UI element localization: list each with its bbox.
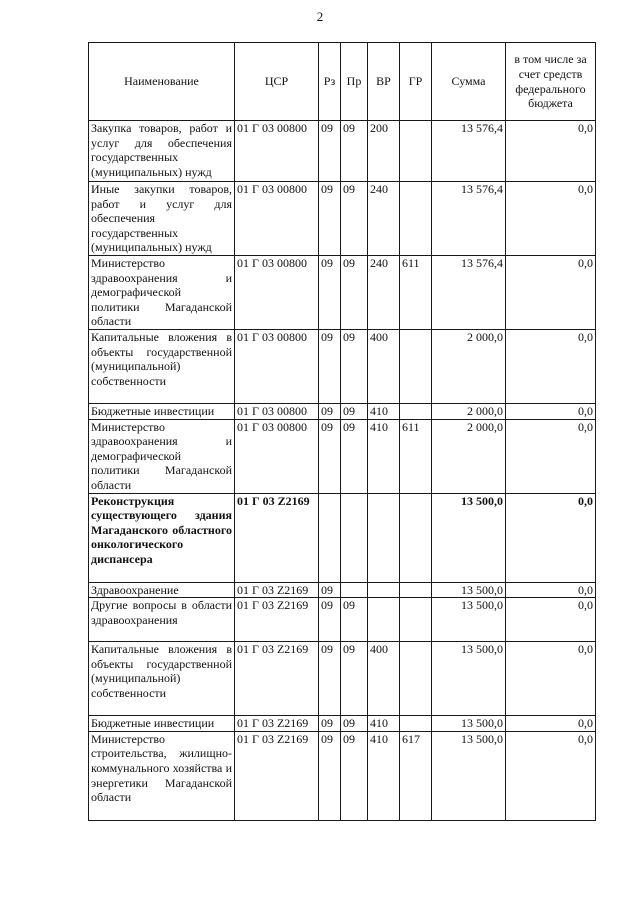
table-row: [89, 419, 596, 493]
row-csr-cell: 01 Г 03 00800: [235, 419, 319, 493]
row-rz-cell: 09: [319, 582, 341, 598]
row-csr-cell: 01 Г 03 Z2169: [235, 642, 319, 716]
row-sum-cell: 13 576,4: [432, 256, 506, 330]
page-number: 2: [316, 9, 324, 24]
row-vr-cell: 200: [368, 121, 400, 182]
row-federal-cell: 0,0: [506, 493, 596, 582]
row-federal-cell: 0,0: [506, 121, 596, 182]
row-name-cell: Капитальные вложения в объекты государственной (муниципальной) собственности: [89, 330, 235, 404]
table-row: [89, 493, 596, 582]
row-sum-cell: 13 576,4: [432, 121, 506, 182]
row-pr-cell: 09: [341, 731, 368, 820]
row-rz-cell: 09: [319, 121, 341, 182]
row-sum-cell: 13 576,4: [432, 182, 506, 256]
header-pr: Пр: [341, 43, 368, 121]
header-federal: в том числе за счет средств федерального бюджета: [506, 43, 596, 121]
row-vr-cell: 400: [368, 642, 400, 716]
row-rz-cell: [319, 493, 341, 582]
table-row: [89, 731, 596, 820]
row-federal-cell: 0,0: [506, 419, 596, 493]
row-name-cell: Министерство здравоохранения и демографической политики Магаданской области: [89, 419, 235, 493]
row-rz-cell: 09: [319, 598, 341, 642]
row-sum-cell: 13 500,0: [432, 731, 506, 820]
row-sum-cell: 13 500,0: [432, 493, 506, 582]
header-csr: ЦСР: [235, 43, 319, 121]
row-name-cell: Закупка товаров, работ и услуг для обеспечения государственных (муниципальных) нужд: [89, 121, 235, 182]
row-csr-cell: 01 Г 03 00800: [235, 182, 319, 256]
row-pr-cell: 09: [341, 256, 368, 330]
row-sum-cell: 13 500,0: [432, 642, 506, 716]
table-row: [89, 121, 596, 182]
row-gr-cell: 611: [400, 419, 432, 493]
row-name-cell: Иные закупки товаров, работ и услуг для обеспечения государственных (муниципальных) нужд: [89, 182, 235, 256]
row-csr-cell: 01 Г 03 Z2169: [235, 493, 319, 582]
row-pr-cell: 09: [341, 330, 368, 404]
row-pr-cell: 09: [341, 182, 368, 256]
row-rz-cell: 09: [319, 330, 341, 404]
row-csr-cell: 01 Г 03 00800: [235, 404, 319, 420]
row-rz-cell: 09: [319, 419, 341, 493]
row-sum-cell: 13 500,0: [432, 582, 506, 598]
row-name-cell: Другие вопросы в области здравоохранения: [89, 598, 235, 642]
row-sum-cell: 2 000,0: [432, 404, 506, 420]
row-vr-cell: 410: [368, 731, 400, 820]
row-sum-cell: 2 000,0: [432, 330, 506, 404]
row-name-cell: Министерство здравоохранения и демографической политики Магаданской области: [89, 256, 235, 330]
row-pr-cell: 09: [341, 121, 368, 182]
row-sum-cell: 2 000,0: [432, 419, 506, 493]
row-federal-cell: 0,0: [506, 182, 596, 256]
row-federal-cell: 0,0: [506, 731, 596, 820]
row-rz-cell: 09: [319, 182, 341, 256]
row-gr-cell: [400, 598, 432, 642]
row-csr-cell: 01 Г 03 Z2169: [235, 716, 319, 732]
row-gr-cell: [400, 493, 432, 582]
row-pr-cell: 09: [341, 404, 368, 420]
header-sum: Сумма: [432, 43, 506, 121]
row-csr-cell: 01 Г 03 Z2169: [235, 582, 319, 598]
header-name: Наименование: [89, 43, 235, 121]
row-gr-cell: [400, 404, 432, 420]
row-vr-cell: [368, 493, 400, 582]
header-rz: Рз: [319, 43, 341, 121]
row-name-cell: Бюджетные инвестиции: [89, 716, 235, 732]
row-gr-cell: 611: [400, 256, 432, 330]
row-name-cell: Здравоохранение: [89, 582, 235, 598]
row-vr-cell: [368, 582, 400, 598]
row-csr-cell: 01 Г 03 00800: [235, 256, 319, 330]
row-pr-cell: [341, 493, 368, 582]
table-header-row: [89, 43, 596, 121]
row-gr-cell: [400, 716, 432, 732]
row-vr-cell: 240: [368, 256, 400, 330]
row-csr-cell: 01 Г 03 00800: [235, 330, 319, 404]
header-gr: ГР: [400, 43, 432, 121]
row-pr-cell: [341, 582, 368, 598]
row-gr-cell: [400, 582, 432, 598]
row-rz-cell: 09: [319, 642, 341, 716]
row-name-cell: Министерство строительства, жилищно-коммунального хозяйства и энергетики Магаданской области: [89, 731, 235, 820]
row-vr-cell: [368, 598, 400, 642]
row-name-cell: Капитальные вложения в объекты государственной (муниципальной) собственности: [89, 642, 235, 716]
row-pr-cell: 09: [341, 598, 368, 642]
row-rz-cell: 09: [319, 404, 341, 420]
row-federal-cell: 0,0: [506, 582, 596, 598]
row-vr-cell: 400: [368, 330, 400, 404]
row-rz-cell: 09: [319, 731, 341, 820]
row-federal-cell: 0,0: [506, 256, 596, 330]
row-federal-cell: 0,0: [506, 716, 596, 732]
row-gr-cell: [400, 121, 432, 182]
row-gr-cell: [400, 330, 432, 404]
row-name-cell: Реконструкция существующего здания Магаданского областного онкологического диспансера: [89, 493, 235, 582]
row-rz-cell: 09: [319, 256, 341, 330]
budget-table: [88, 42, 596, 821]
row-vr-cell: 410: [368, 419, 400, 493]
row-vr-cell: 410: [368, 404, 400, 420]
table-row: [89, 642, 596, 716]
table-row: [89, 598, 596, 642]
row-gr-cell: [400, 642, 432, 716]
row-rz-cell: 09: [319, 716, 341, 732]
row-gr-cell: 617: [400, 731, 432, 820]
table-row: [89, 256, 596, 330]
row-csr-cell: 01 Г 03 Z2169: [235, 598, 319, 642]
row-vr-cell: 240: [368, 182, 400, 256]
row-csr-cell: 01 Г 03 Z2169: [235, 731, 319, 820]
row-federal-cell: 0,0: [506, 404, 596, 420]
row-federal-cell: 0,0: [506, 330, 596, 404]
row-name-cell: Бюджетные инвестиции: [89, 404, 235, 420]
header-vr: ВР: [368, 43, 400, 121]
row-federal-cell: 0,0: [506, 642, 596, 716]
row-vr-cell: 410: [368, 716, 400, 732]
row-pr-cell: 09: [341, 716, 368, 732]
row-csr-cell: 01 Г 03 00800: [235, 121, 319, 182]
table-row: [89, 404, 596, 420]
table-row: [89, 330, 596, 404]
row-sum-cell: 13 500,0: [432, 598, 506, 642]
table-row: [89, 716, 596, 732]
row-gr-cell: [400, 182, 432, 256]
row-federal-cell: 0,0: [506, 598, 596, 642]
table-body: [89, 121, 596, 821]
row-sum-cell: 13 500,0: [432, 716, 506, 732]
row-pr-cell: 09: [341, 642, 368, 716]
table-row: [89, 582, 596, 598]
table-row: [89, 182, 596, 256]
row-pr-cell: 09: [341, 419, 368, 493]
